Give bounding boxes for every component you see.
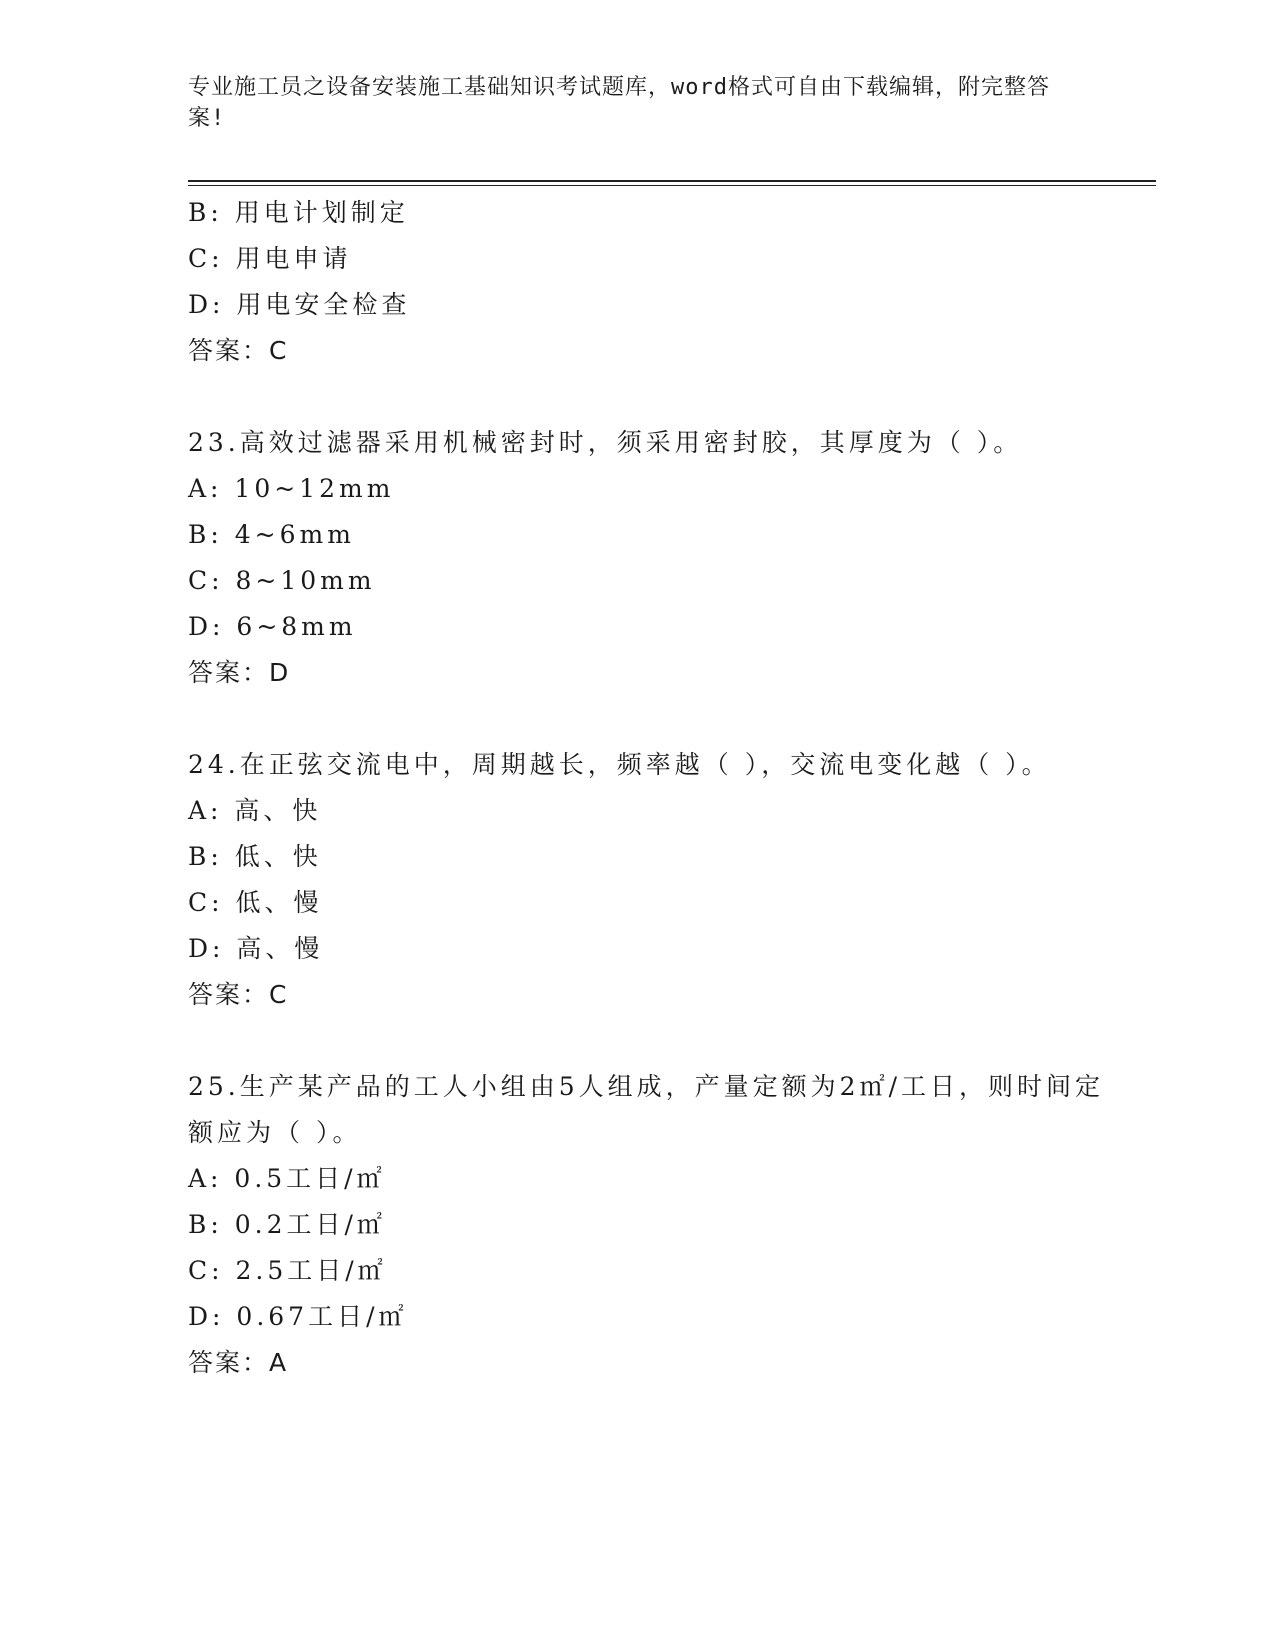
question-25 [188,1064,1118,1386]
answer-line: 答案：C [188,336,289,365]
option-d: D: 高、慢 [188,934,324,963]
option-d: D: 6~8mm [188,612,357,641]
question-24 [188,742,1118,1018]
document-header: 专业施工员之设备安装施工基础知识考试题库，word格式可自由下载编辑，附完整答案! [188,75,1050,131]
option-c: C: 用电申请 [188,244,352,273]
option-c: C: 低、慢 [188,888,323,917]
option-b: B: 用电计划制定 [188,198,409,227]
question-23 [188,420,1118,696]
option-a: A: 10~12mm [188,474,395,503]
option-a: A: 0.5工日/㎡ [188,1164,386,1193]
option-b: B: 低、快 [188,842,322,871]
answer-line: 答案：D [188,658,291,687]
question-list [188,190,1118,1386]
header-divider-thick [188,180,1156,182]
question-stem: 25.生产某产品的工人小组由5人组成，产量定额为2㎡/工日，则时间定额应为（ ）。 [188,1072,1104,1147]
option-c: C: 8~10mm [188,566,376,595]
question-continuation [188,190,1118,374]
question-stem: 24.在正弦交流电中，周期越长，频率越（ ），交流电变化越（ ）。 [188,750,1051,779]
option-b: B: 4~6mm [188,520,355,549]
question-stem: 23.高效过滤器采用机械密封时，须采用密封胶，其厚度为（ ）。 [188,428,1023,457]
answer-line: 答案：C [188,980,289,1009]
option-d: D: 用电安全检查 [188,290,411,319]
option-c: C: 2.5工日/㎡ [188,1256,387,1285]
option-a: A: 高、快 [188,796,322,825]
answer-line: 答案：A [188,1348,289,1377]
option-b: B: 0.2工日/㎡ [188,1210,386,1239]
option-d: D: 0.67工日/㎡ [188,1302,408,1331]
header-divider-thin [188,185,1156,186]
